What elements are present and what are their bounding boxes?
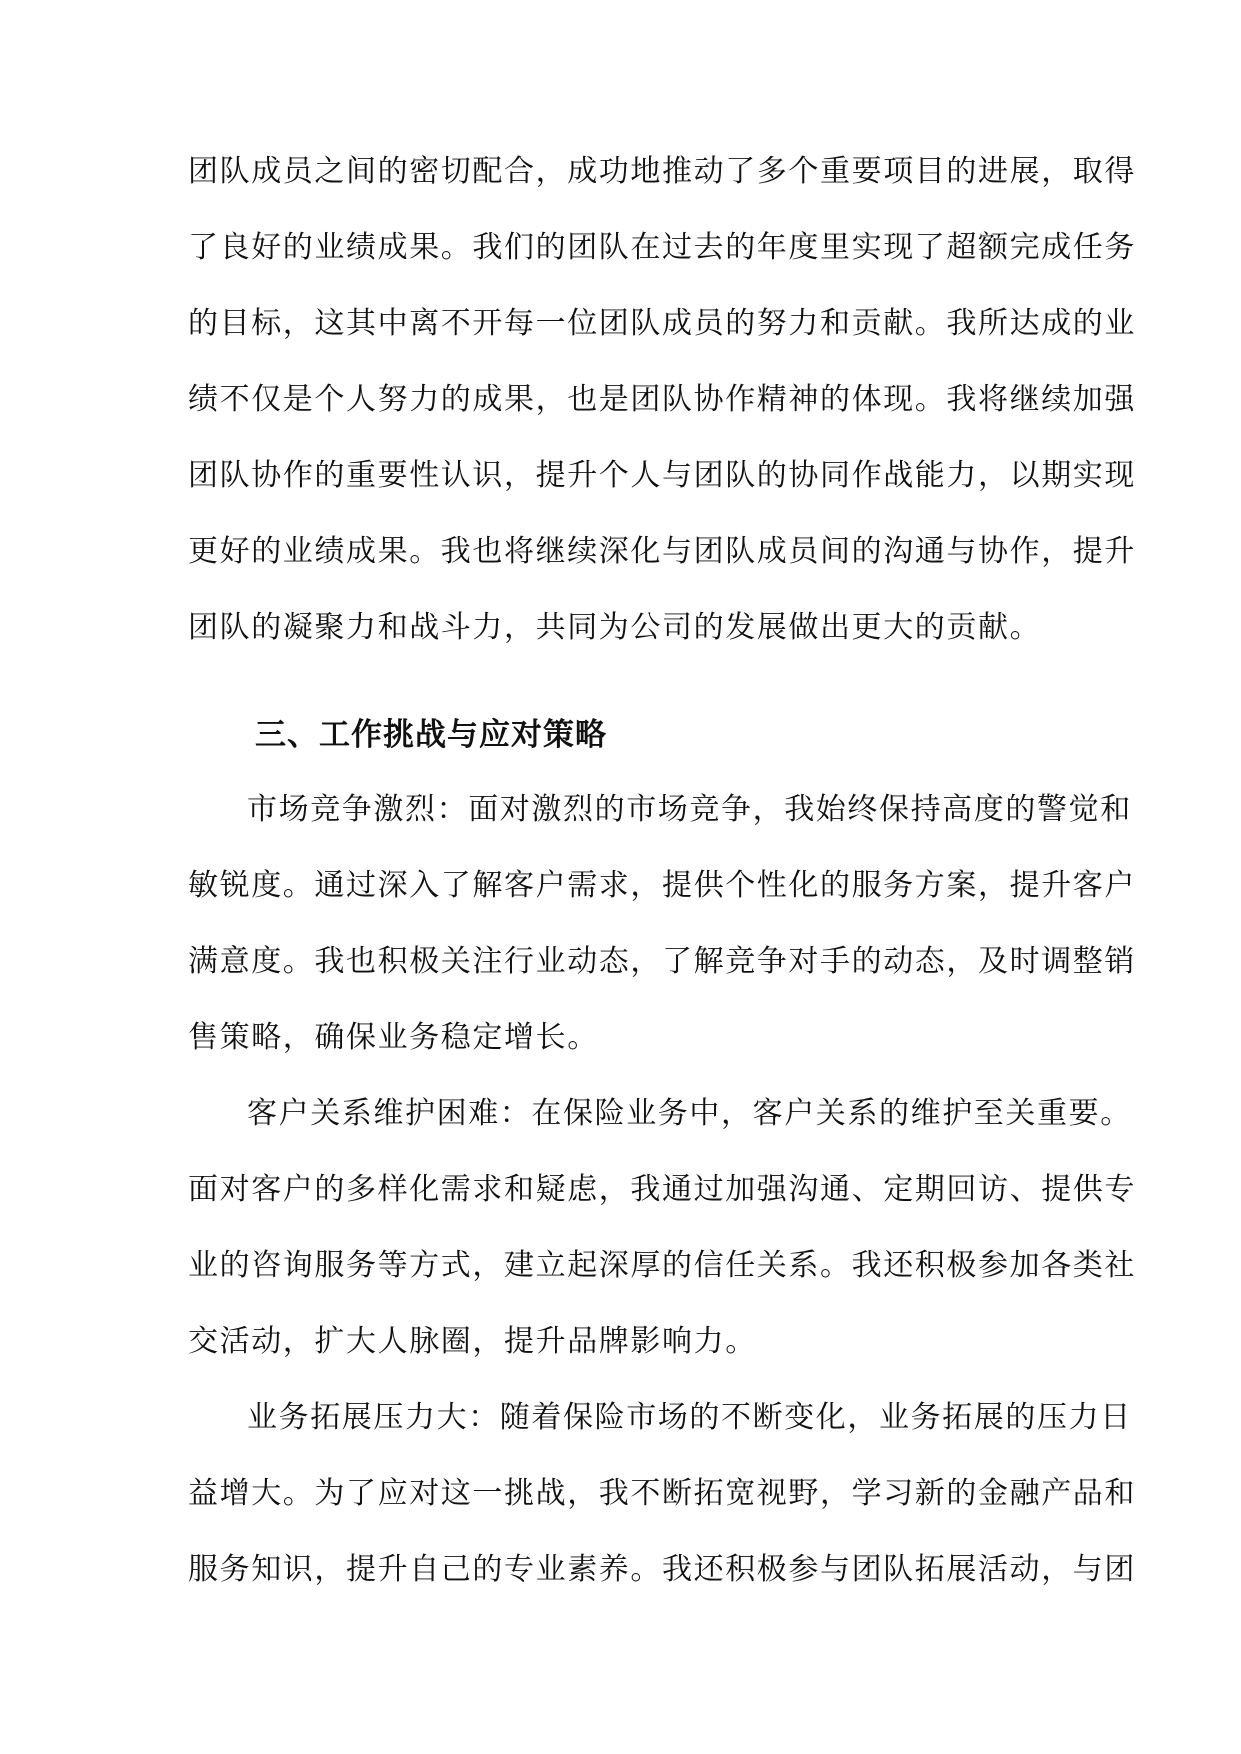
section-heading: 三、工作挑战与应对策略 [255,717,607,753]
paragraph-first-line: 客户关系维护困难：在保险业务中，客户关系的维护至关重要。 [247,1096,1132,1131]
body-text-line: 益增大。为了应对这一挑战，我不断拓宽视野，学习新的金融产品和 [188,1476,1136,1511]
body-text-line: 敏锐度。通过深入了解客户需求，提供个性化的服务方案，提升客户 [188,868,1136,903]
body-text-line: 服务知识，提升自己的专业素养。我还积极参与团队拓展活动，与团 [188,1552,1136,1587]
body-text-line: 绩不仅是个人努力的成果，也是团队协作精神的体现。我将继续加强 [188,382,1136,417]
body-text-line: 团队的凝聚力和战斗力，共同为公司的发展做出更大的贡献。 [188,610,1042,645]
body-text-line: 团队成员之间的密切配合，成功地推动了多个重要项目的进展，取得 [188,154,1136,189]
body-text-line: 了良好的业绩成果。我们的团队在过去的年度里实现了超额完成任务 [188,230,1136,265]
paragraph-first-line: 业务拓展压力大：随着保险市场的不断变化，业务拓展的压力日 [247,1400,1132,1435]
body-text-line: 面对客户的多样化需求和疑虑，我通过加强沟通、定期回访、提供专 [188,1172,1136,1207]
body-text-line: 满意度。我也积极关注行业动态，了解竞争对手的动态，及时调整销 [188,944,1136,979]
body-text-line: 交活动，扩大人脉圈，提升品牌影响力。 [188,1324,757,1359]
paragraph-first-line: 市场竞争激烈：面对激烈的市场竞争，我始终保持高度的警觉和 [247,792,1132,827]
body-text-line: 售策略，确保业务稳定增长。 [188,1020,599,1055]
body-text-line: 团队协作的重要性认识，提升个人与团队的协同作战能力，以期实现 [188,458,1136,493]
body-text-line: 业的咨询服务等方式，建立起深厚的信任关系。我还积极参加各类社 [188,1248,1136,1283]
body-text-line: 的目标，这其中离不开每一位团队成员的努力和贡献。我所达成的业 [188,306,1136,341]
body-text-line: 更好的业绩成果。我也将继续深化与团队成员间的沟通与协作，提升 [188,534,1136,569]
